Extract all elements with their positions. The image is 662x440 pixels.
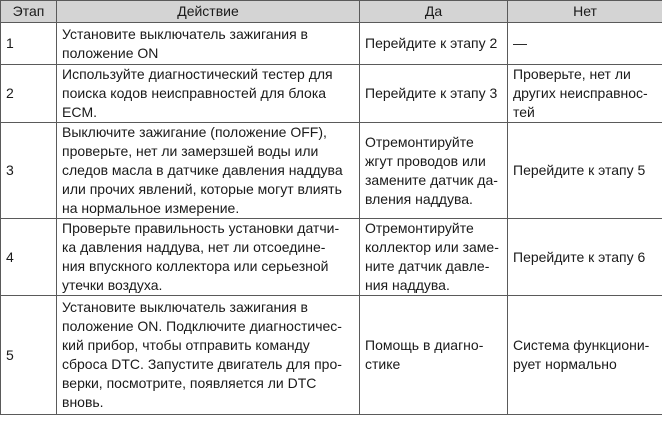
no-text <box>508 219 662 296</box>
action-text-line: вновь. <box>62 394 104 410</box>
table-row <box>1 65 662 123</box>
header-yes: Да <box>360 1 508 23</box>
no-text <box>508 296 662 415</box>
step-number: 4 <box>1 219 57 296</box>
action-text-line: верки, посмотрите, появляется ли DTC <box>62 375 317 391</box>
no-text <box>508 23 662 65</box>
yes-text-line: Отремонтируйте <box>365 133 474 150</box>
yes-text-line: Помощь в диагно- <box>365 337 484 353</box>
step-number: 3 <box>1 123 57 219</box>
action-text-line: Используйте диагностический тестер для <box>62 66 333 82</box>
yes-text <box>360 123 508 219</box>
no-text <box>508 123 662 219</box>
action-text-line: ка давления наддува, нет ли отсоедине- <box>62 239 326 255</box>
action-text <box>57 296 360 415</box>
action-text-line: на нормальное измерение. <box>62 200 240 216</box>
no-text-line: Проверьте, нет ли <box>513 66 631 82</box>
header-row <box>1 1 662 23</box>
action-text-line: Проверьте правильность установки датчи- <box>62 220 340 236</box>
header-no: Нет <box>508 1 662 23</box>
step-number: 5 <box>1 296 57 415</box>
table-row <box>1 296 662 415</box>
action-text <box>57 219 360 296</box>
action-text-line: сброса DTC. Запустите двигатель для про- <box>62 356 342 372</box>
action-text-line: Установите выключатель зажигания в <box>62 299 308 315</box>
action-text-line: положение ON <box>62 44 159 61</box>
step-number: 2 <box>1 65 57 123</box>
no-text-line: Перейдите к этапу 5 <box>513 162 646 178</box>
yes-text-line: Перейдите к этапу 3 <box>365 85 498 101</box>
action-text <box>57 65 360 123</box>
action-text-line: проверьте, нет ли замерзшей воды или <box>62 143 319 159</box>
action-text <box>57 123 360 219</box>
action-text-line: кий прибор, чтобы отправить команду <box>62 337 310 353</box>
action-text-line: утечки воздуха. <box>62 277 163 293</box>
table-row <box>1 23 662 65</box>
no-text-line: Перейдите к этапу 6 <box>513 248 646 265</box>
yes-text <box>360 23 508 65</box>
yes-text <box>360 296 508 415</box>
no-text-line: рует нормально <box>513 356 617 372</box>
yes-text-line: коллектор или заме- <box>365 239 499 255</box>
yes-text-line: ните датчик давле- <box>365 258 490 274</box>
no-text-line: других неисправнос- <box>513 85 648 101</box>
yes-text-line: замените датчик да- <box>365 171 498 188</box>
header-action: Действие <box>57 1 360 23</box>
yes-text-line: Отремонтируйте <box>365 220 474 236</box>
yes-text-line: ния наддува. <box>365 277 450 293</box>
action-text-line: следов масла в датчике давления наддува <box>62 162 343 178</box>
action-text-line: Выключите зажигание (положение OFF), <box>62 124 327 140</box>
no-text <box>508 65 662 123</box>
header-step: Этап <box>1 1 57 23</box>
step-number: 1 <box>1 23 57 65</box>
action-text-line: ECM. <box>62 104 97 120</box>
yes-text-line: Перейдите к этапу 2 <box>365 35 498 51</box>
action-text-line: положение ON. Подключите диагностичес- <box>62 318 342 334</box>
action-text <box>57 23 360 65</box>
no-text-line: Система функциони- <box>513 337 650 353</box>
yes-text-line: вления наддува. <box>365 190 473 207</box>
no-text-line: тей <box>513 104 535 120</box>
yes-text-line: жгут проводов или <box>365 152 486 169</box>
action-text-line: Установите выключатель зажигания в <box>62 25 308 42</box>
action-text-line: поиска кодов неисправностей для блока <box>62 85 327 101</box>
yes-text <box>360 65 508 123</box>
action-text-line: или прочих явлений, которые могут влиять <box>62 181 342 197</box>
table-row <box>1 123 662 219</box>
table-row <box>1 219 662 296</box>
action-text-line: ния впускного коллектора или серьезной <box>62 258 329 274</box>
table-body <box>1 23 662 415</box>
no-text-line: — <box>513 35 527 51</box>
yes-text <box>360 219 508 296</box>
yes-text-line: стике <box>365 356 401 372</box>
